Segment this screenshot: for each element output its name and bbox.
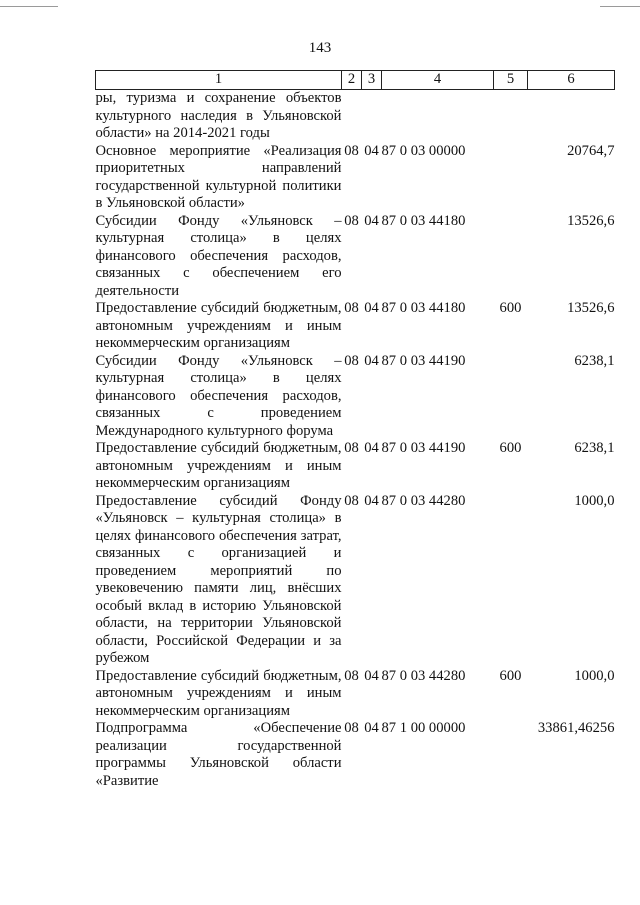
row-name: ры, туризма и сохранение объектов культурного наследия в Ульяновской области» на 2014-2021 годы	[95, 90, 342, 141]
row-subsection: 04	[364, 720, 379, 736]
row-section: 08	[344, 352, 359, 369]
row-section: 08	[344, 142, 359, 159]
table-row	[96, 353, 615, 441]
page-number: 143	[308, 40, 332, 56]
row-subsection: 04	[364, 492, 379, 509]
row-section: 08	[344, 720, 359, 736]
row-amount: 6238,1	[574, 440, 615, 456]
row-target-code: 87 0 03 44190	[381, 440, 466, 456]
row-expense-type	[494, 213, 528, 301]
scan-edge-mark	[600, 6, 640, 7]
row-name: Предоставление субсидий бюджетным, автономным учреждениям и иным некоммерческим организациям	[95, 300, 342, 351]
column-header: 2	[342, 71, 362, 90]
row-subsection: 04	[364, 352, 379, 369]
row-section: 08	[344, 300, 359, 316]
row-expense-type	[494, 720, 528, 790]
table-row	[96, 213, 615, 301]
scan-edge-mark	[0, 6, 58, 7]
row-target-code: 87 0 03 44180	[381, 212, 466, 229]
row-amount: 6238,1	[574, 352, 615, 369]
row-expense-type: 600	[499, 300, 522, 316]
table-row	[96, 300, 615, 353]
row-expense-type	[494, 493, 528, 668]
table-row	[96, 440, 615, 493]
row-expense-type: 600	[499, 667, 522, 684]
row-amount: 1000,0	[574, 492, 615, 509]
row-name: Предоставление субсидий бюджетным, автономным учреждениям и иным некоммерческим организациям	[95, 440, 342, 491]
row-expense-type	[494, 90, 528, 143]
row-name: Основное мероприятие «Реализация приоритетных направлений государственной культурной политики в Ульяновской области»	[95, 142, 342, 211]
row-section: 08	[344, 667, 359, 684]
row-target-code: 87 0 03 44180	[381, 300, 466, 316]
table-header-row	[96, 71, 615, 90]
row-section: 08	[344, 492, 359, 509]
row-subsection: 04	[364, 300, 379, 316]
table-row	[96, 143, 615, 213]
row-name: Субсидии Фонду «Ульяновск – культурная столица» в целях финансового обеспечения расходов, связанных с проведением Международного культурного форума	[95, 352, 342, 439]
row-subsection: 04	[364, 142, 379, 159]
row-expense-type: 600	[499, 440, 522, 456]
row-subsection: 04	[364, 440, 379, 456]
row-target-code: 87 0 03 00000	[381, 142, 466, 159]
table-row	[96, 493, 615, 668]
row-subsection: 04	[364, 667, 379, 684]
row-amount	[528, 90, 615, 143]
row-section: 08	[344, 212, 359, 229]
row-expense-type	[494, 143, 528, 213]
table-row	[96, 720, 615, 790]
row-target-code: 87 0 03 44190	[381, 352, 466, 369]
row-name: Предоставление субсидий Фонду «Ульяновск – культурная столица» в целях финансового обеспечения затрат, связанных с организацией и проведением мероприятий по увековечению памяти лиц, внёсших особый вклад в историю Ульяновской области, на территории Ульяновской области, Российской Федерации и за рубежом	[95, 492, 342, 666]
budget-table	[95, 70, 615, 790]
table-row	[96, 668, 615, 721]
row-amount: 20764,7	[567, 142, 615, 159]
column-header: 5	[494, 71, 528, 90]
row-amount: 33861,46256	[537, 720, 615, 736]
table-row	[96, 90, 615, 143]
row-section: 08	[344, 440, 359, 456]
row-subsection: 04	[364, 212, 379, 229]
row-name: Предоставление субсидий бюджетным, автономным учреждениям и иным некоммерческим организациям	[95, 667, 342, 719]
row-amount: 13526,6	[567, 300, 615, 316]
row-amount: 1000,0	[574, 667, 615, 684]
row-target-code: 87 0 03 44280	[381, 492, 466, 509]
column-header: 6	[528, 71, 615, 90]
row-target-code: 87 1 00 00000	[381, 720, 466, 736]
column-header: 1	[96, 71, 342, 90]
row-target-code	[382, 90, 494, 143]
row-name: Подпрограмма «Обеспечение реализации государственной программы Ульяновской области «Развитие	[95, 720, 342, 789]
column-header: 4	[382, 71, 494, 90]
column-header: 3	[362, 71, 382, 90]
row-expense-type	[494, 353, 528, 441]
row-target-code: 87 0 03 44280	[381, 667, 466, 684]
row-section	[342, 90, 362, 143]
row-amount: 13526,6	[567, 212, 615, 229]
row-subsection	[362, 90, 382, 143]
row-name: Субсидии Фонду «Ульяновск – культурная столица» в целях финансового обеспечения расходов, связанных с обеспечением его деятельности	[95, 212, 342, 299]
